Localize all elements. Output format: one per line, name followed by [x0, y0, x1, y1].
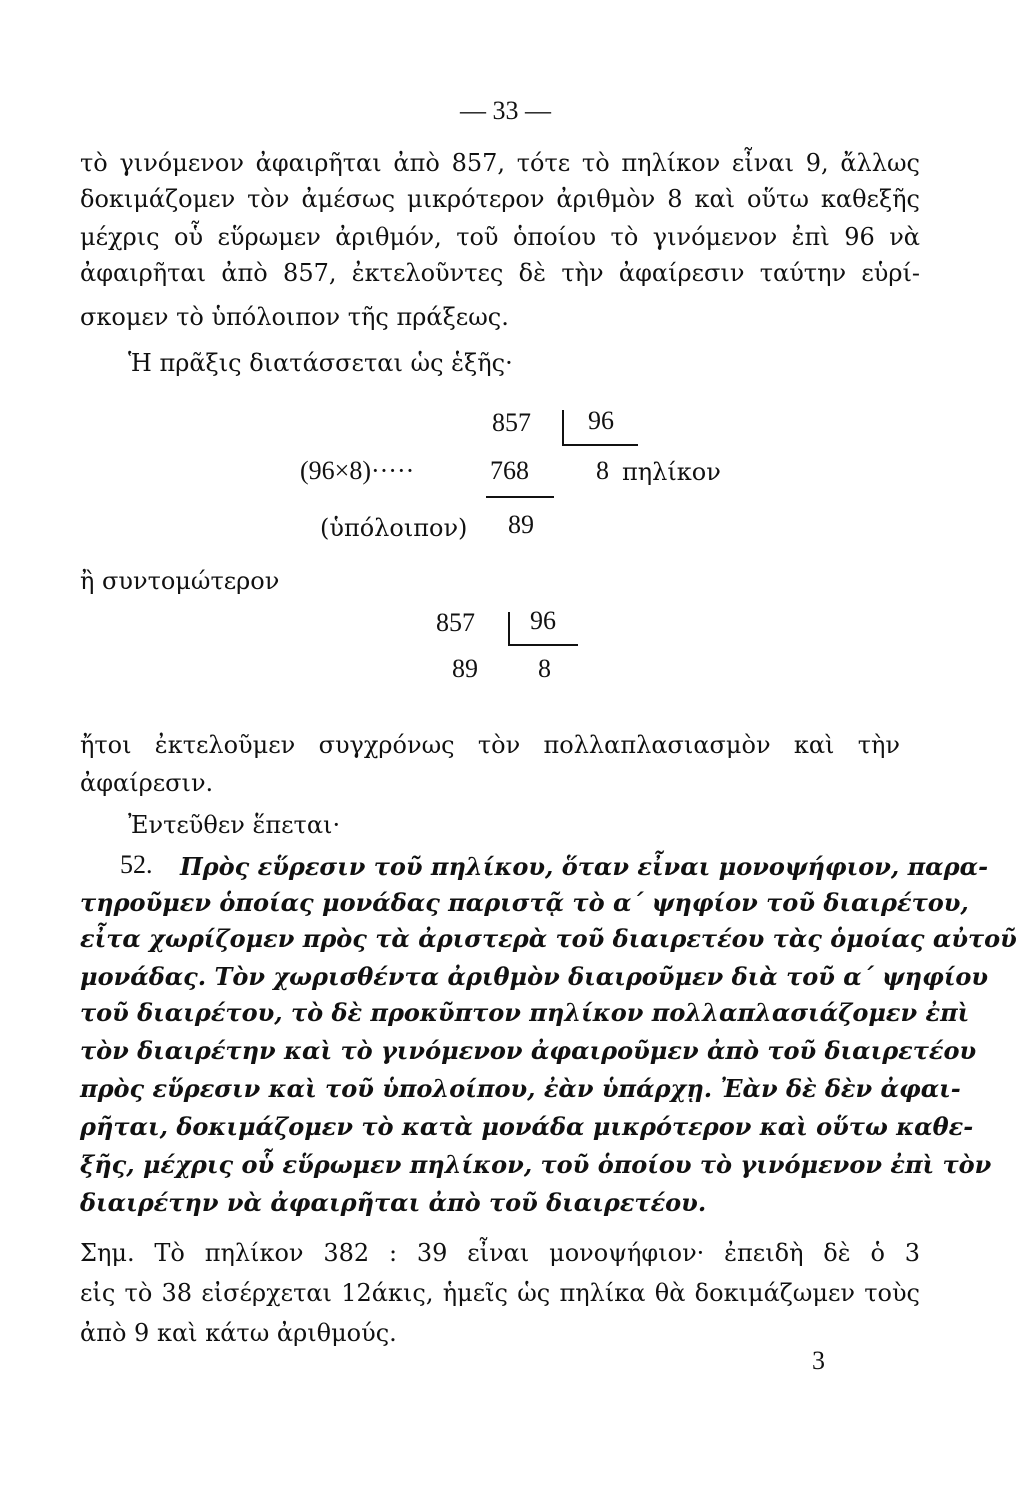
intro-line-2: δοκιμάζομεν τὸν ἀμέσως μικρότερον ἀριθμὸν 8 καὶ οὕτω καθεξῆς — [80, 185, 920, 213]
arrangement-line: Ἡ πρᾶξις διατάσσεται ὡς ἑξῆς· — [128, 349, 513, 377]
rule-number: 52. — [120, 850, 153, 879]
explain-line-1: ἤτοι ἐκτελοῦμεν συγχρόνως τὸν πολλαπλασιασμὸν καὶ τὴν — [80, 731, 900, 759]
note-line-2: εἰς τὸ 38 εἰσέρχεται 12άκις, ἡμεῖς ὡς πηλίκα θὰ δοκιμάζωμεν τοὺς — [80, 1279, 920, 1307]
rule-line-7: πρὸς εὕρεσιν καὶ τοῦ ὑπολοίπου, ἐὰν ὑπάρχῃ. Ἐὰν δὲ δὲν ἀφαι- — [80, 1074, 961, 1103]
signature-mark: 3 — [812, 1346, 825, 1375]
rule-line-5: τοῦ διαιρέτου, τὸ δὲ προκῦπτον πηλίκον πολλαπλασιάζομεν ἐπὶ — [80, 998, 970, 1027]
division-bar — [562, 410, 564, 446]
rule-line-3: εἶτα χωρίζομεν πρὸς τὰ ἀριστερὰ τοῦ διαιρετέου τὰς ὁμοίας αὐτοῦ — [80, 924, 1017, 953]
product-label: (96×8)····· — [300, 456, 415, 485]
remainder: 89 — [508, 510, 534, 539]
page-header: — 33 — — [460, 96, 551, 125]
rule-line-6: τὸν διαιρέτην καὶ τὸ γινόμενον ἀφαιροῦμεν ἀπὸ τοῦ διαιρετέου — [80, 1036, 977, 1065]
rule-line-8: ρῆται, δοκιμάζομεν τὸ κατὰ μονάδα μικρότερον καὶ οὕτω καθε- — [80, 1112, 974, 1141]
follows-line: Ἐντεῦθεν ἕπεται· — [128, 811, 341, 839]
rule-line-1: Πρὸς εὕρεσιν τοῦ πηλίκου, ὅταν εἶναι μονοψήφιον, παρα- — [180, 852, 989, 881]
divisor-underline — [562, 444, 638, 446]
rule-line-2: τηροῦμεν ὁποίας μονάδας παριστᾷ τὸ α΄ ψηφίον τοῦ διαιρέτου, — [80, 888, 969, 917]
note-line-1: Σημ. Τὸ πηλίκον 382 : 39 εἶναι μονοψήφιον· ἐπειδὴ δὲ ὁ 3 — [80, 1239, 920, 1267]
division-bar-short — [508, 612, 510, 646]
rule-line-4: μονάδας. Τὸν χωρισθέντα ἀριθμὸν διαιροῦμεν διὰ τοῦ α΄ ψηφίου — [80, 962, 989, 991]
remainder-short: 89 — [452, 654, 478, 683]
dividend: 857 — [492, 408, 531, 437]
product: 768 — [490, 456, 529, 485]
divisor-underline-short — [508, 644, 578, 646]
rule-line-10: διαιρέτην νὰ ἀφαιρῆται ἀπὸ τοῦ διαιρετέου. — [80, 1188, 707, 1217]
quotient-label: πηλίκον — [622, 458, 721, 486]
intro-line-5: σκομεν τὸ ὑπόλοιπον τῆς πράξεως. — [80, 303, 509, 331]
rule-line-9: ξῆς, μέχρις οὗ εὕρωμεν πηλίκον, τοῦ ὁποίου τὸ γινόμενον ἐπὶ τὸν — [80, 1150, 992, 1179]
divisor-short: 96 — [530, 606, 556, 635]
shorter-label: ἢ συντομώτερον — [80, 567, 280, 595]
intro-line-1: τὸ γινόμενον ἀφαιρῆται ἀπὸ 857, τότε τὸ πηλίκον εἶναι 9, ἄλλως — [80, 149, 920, 177]
quotient: 8 — [596, 456, 609, 485]
subtraction-line — [486, 496, 554, 498]
quotient-short: 8 — [538, 654, 551, 683]
explain-line-2: ἀφαίρεσιν. — [80, 769, 214, 797]
intro-line-3: μέχρις οὗ εὕρωμεν ἀριθμόν, τοῦ ὁποίου τὸ γινόμενον ἐπὶ 96 νὰ — [80, 223, 920, 251]
note-line-3: ἀπὸ 9 καὶ κάτω ἀριθμούς. — [80, 1319, 397, 1347]
intro-line-4: ἀφαιρῆται ἀπὸ 857, ἐκτελοῦντες δὲ τὴν ἀφαίρεσιν ταύτην εὑρί- — [80, 259, 920, 287]
dividend-short: 857 — [436, 608, 475, 637]
remainder-label: (ὑπόλοιπον) — [320, 514, 468, 542]
divisor: 96 — [588, 406, 614, 435]
